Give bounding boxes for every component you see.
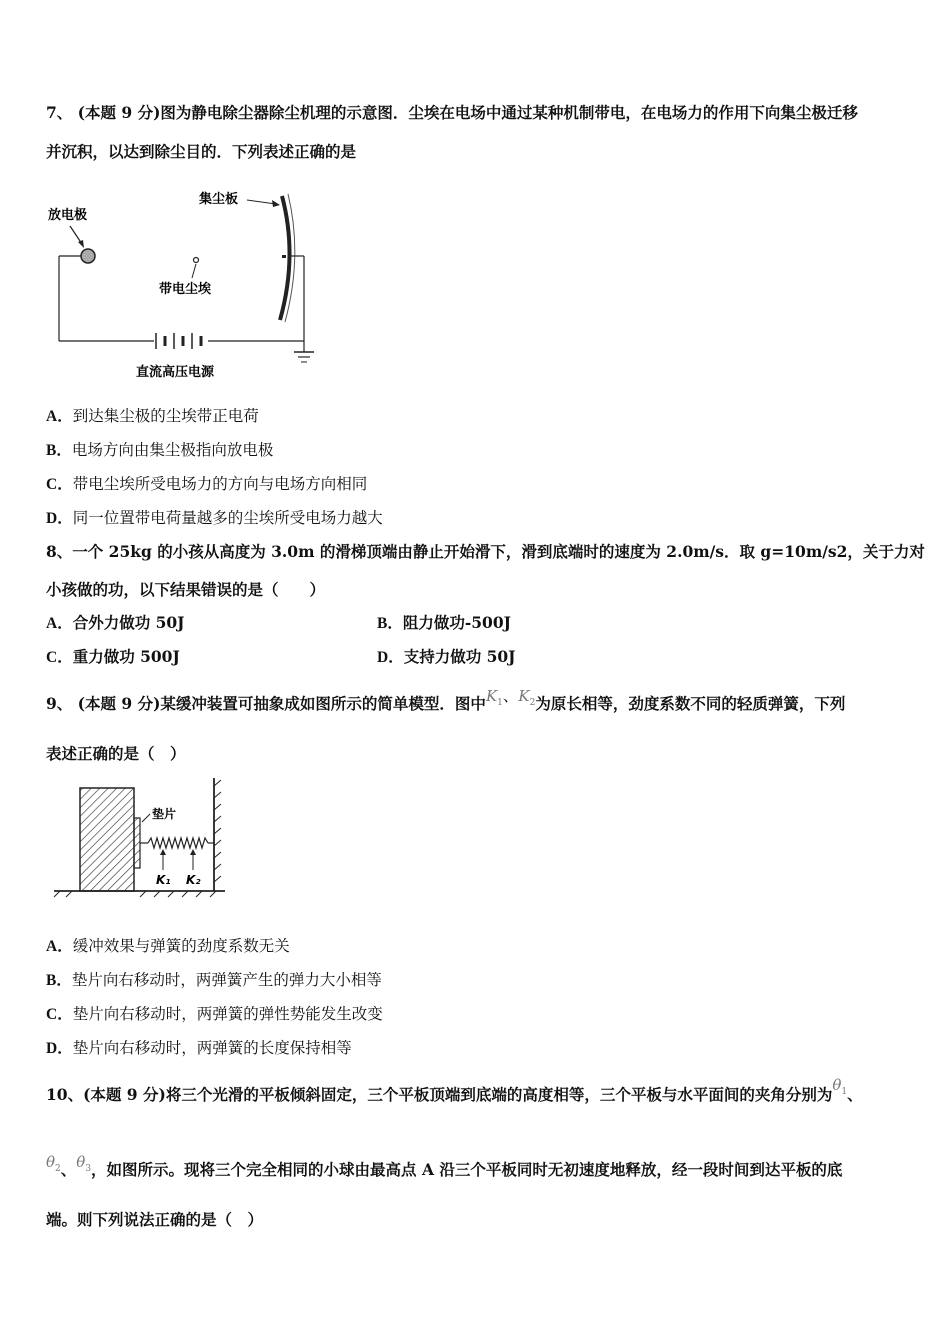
- label-pad: 垫片: [152, 807, 177, 821]
- q8-option-a: A．合外力做功 50J: [46, 613, 185, 632]
- q7-stem-line2: 并沉积，以达到除尘目的．下列表述正确的是: [46, 142, 357, 161]
- k2-symbol: $K_2$: [518, 687, 536, 708]
- spring-k1: [148, 838, 208, 848]
- q8-stem-line1: 8、一个 25kg 的小孩从高度为 3.0m 的滑梯顶端由静止开始滑下，滑到底端时的速度为 2.0m/s．取 g=10m/s2，关于力对: [46, 542, 925, 561]
- block: [80, 788, 134, 891]
- theta1-symbol: $\theta_1$: [832, 1076, 848, 1097]
- label-collector-plate: 集尘板: [199, 192, 239, 207]
- theta2-symbol: $\theta_2$: [46, 1153, 61, 1174]
- q7-option-c: C．带电尘埃所受电场力的方向与电场方向相同: [46, 475, 368, 493]
- q9-stem-line1: 9、 (本题 9 分)某缓冲装置可抽象成如图所示的简单模型．图中$K_1$、$K_2$为原长相等，劲度系数不同的轻质弹簧，下列: [46, 687, 846, 713]
- q8-option-c: C．重力做功 500J: [46, 647, 180, 666]
- q8-option-d: D．支持力做功 50J: [377, 647, 516, 666]
- q7-stem-line1: 7、 (本题 9 分)图为静电除尘器除尘机理的示意图．尘埃在电场中通过某种机制带电，在电场力的作用下向集尘极迁移: [46, 103, 858, 122]
- label-k1: K₁: [156, 873, 171, 887]
- label-dc-power: 直流高压电源: [136, 365, 215, 380]
- q9-option-b: B．垫片向右移动时，两弹簧产生的弹力大小相等: [46, 971, 382, 989]
- q9-stem-line2: 表述正确的是（ ）: [46, 744, 186, 763]
- dust-particle: [194, 258, 199, 263]
- q10-stem-line3: 端。则下列说法正确的是（ ）: [46, 1210, 264, 1229]
- q9-buffer-device-figure: [50, 778, 232, 900]
- k1-symbol: $K_1$: [485, 687, 503, 708]
- q8-option-b: B．阻力做功-500J: [377, 613, 511, 632]
- theta3-symbol: $\theta_3$: [76, 1153, 92, 1174]
- pad: [134, 818, 140, 868]
- q7-option-a: A．到达集尘极的尘埃带正电荷: [46, 407, 259, 425]
- battery-icon: [156, 333, 201, 349]
- discharge-electrode: [81, 249, 95, 263]
- q7-option-b: B．电场方向由集尘极指向放电极: [46, 441, 274, 459]
- label-discharge-electrode: 放电极: [48, 208, 88, 223]
- ground-icon: [294, 352, 314, 362]
- label-k2: K₂: [186, 873, 201, 887]
- q7-electrostatic-precipitator-figure: [44, 186, 334, 382]
- label-charged-dust: 带电尘埃: [159, 282, 212, 297]
- q7-option-d: D．同一位置带电荷量越多的尘埃所受电场力越大: [46, 509, 383, 527]
- q10-stem-line2: $\theta_2$、$\theta_3$，如图所示。现将三个完全相同的小球由最高点 A 沿三个平板同时无初速度地释放，经一段时间到达平板的底: [46, 1153, 843, 1179]
- q9-option-d: D．垫片向右移动时，两弹簧的长度保持相等: [46, 1039, 352, 1057]
- q9-option-c: C．垫片向右移动时，两弹簧的弹性势能发生改变: [46, 1005, 383, 1023]
- q10-stem-line1: 10、(本题 9 分)将三个光滑的平板倾斜固定，三个平板顶端到底端的高度相等，三个平板与水平面间的夹角分别为$\theta_1$、: [46, 1076, 863, 1104]
- q9-option-a: A．缓冲效果与弹簧的劲度系数无关: [46, 937, 290, 955]
- q8-stem-line2: 小孩做的功，以下结果错误的是（ ）: [46, 580, 326, 599]
